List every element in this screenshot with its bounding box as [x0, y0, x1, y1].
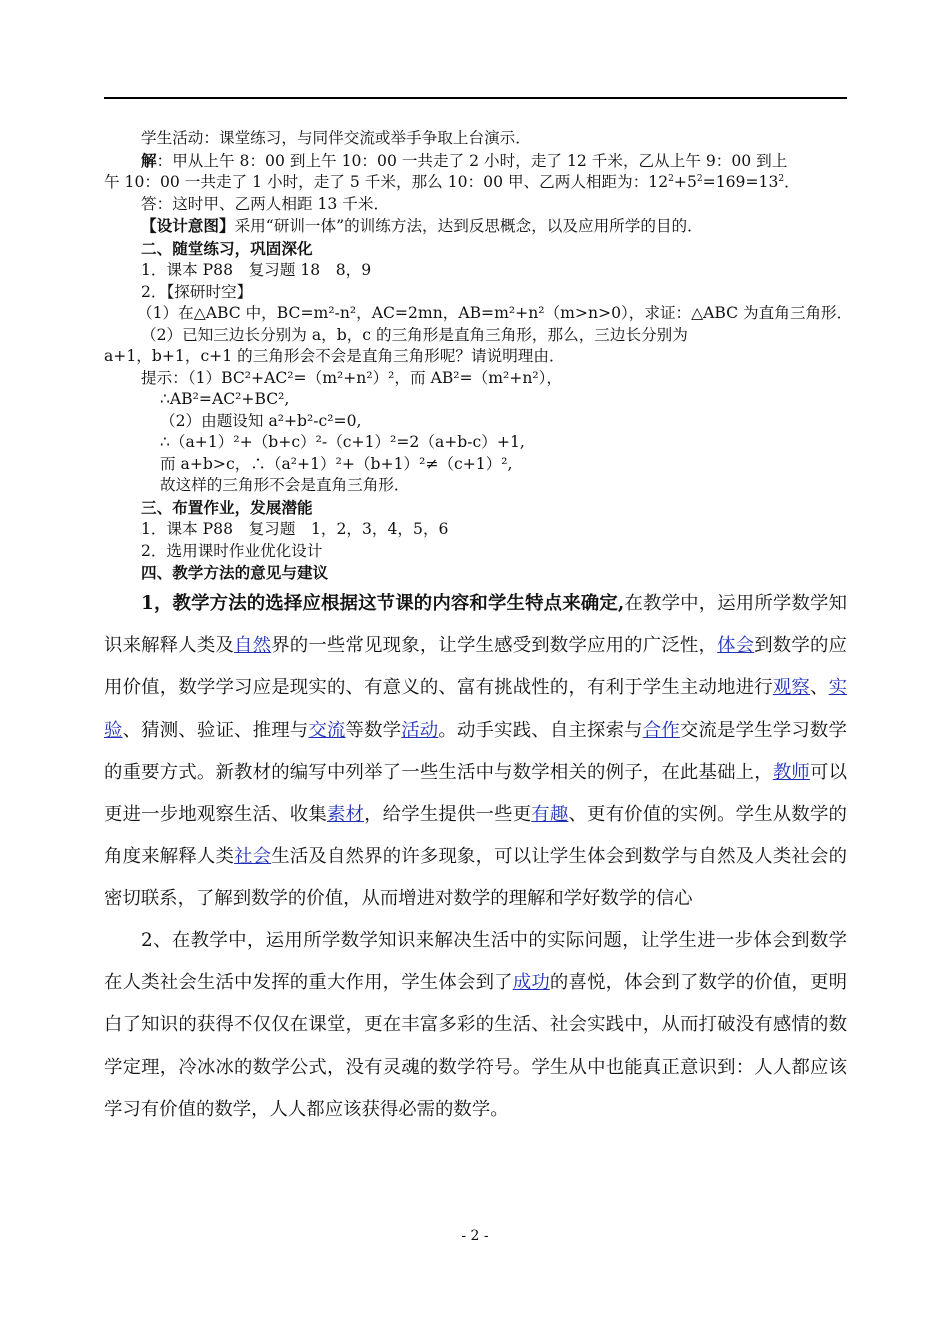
link-observe[interactable]: 观察: [772, 677, 810, 699]
question-1: （1）在△ABC 中，BC=m²-n²，AC=2mn，AB=m²+n²（m>n>0），求证：△ABC 为直角三角形．: [137, 304, 853, 322]
method-paragraph-2: 2、在教学中，运用所学数学知识来解决生活中的实际问题，让学生进一步体会到数学在人类社会生活中发挥的重大作用，学生体会到了成功的喜悦，体会到了数学的价值，更明白了知识的获得不仅仅在课堂，更在丰富多彩的生活、社会实践中，从而打破没有感情的数学定理，冷冰冰的数学公式，没有灵魂的数学符号。学生从中也能真正意识到：人人都应该学习有价值的数学，人人都应该获得必需的数学。: [104, 930, 847, 1120]
section-4-heading: 四、教学方法的意见与建议: [141, 563, 329, 582]
page-number: - 2 -: [461, 1228, 489, 1244]
exercise-item-2: 2．【探研时空】: [141, 282, 253, 301]
section-3-heading: 三、布置作业，发展潜能: [141, 497, 313, 517]
hint-line-3: （2）由题设知 a²+b²-c²=0,: [160, 411, 362, 430]
link-exchange[interactable]: 交流: [308, 719, 346, 741]
link-experiment[interactable]: 实验: [104, 677, 847, 741]
hint-line-4: ∴（a+1）²+（b+c）²-（c+1）²=2（a+b-c）+1,: [160, 433, 525, 451]
solution-line-2: 午 10：00 一共走了 1 小时，走了 5 千米，那么 10：00 甲、乙两人相距为：$12^2+5^2=169=13^2$．: [104, 173, 800, 191]
solution-line-1: 解：甲从上午 8：00 到上午 10：00 一共走了 2 小时，走了 12 千米，乙从上午 9：00 到上: [141, 150, 788, 170]
hint-line-2: ∴AB²=AC²+BC²,: [160, 390, 290, 408]
header-rule: [104, 97, 847, 99]
link-society[interactable]: 社会: [234, 846, 272, 868]
lesson-body: [104, 128, 853, 585]
method-point-1-title: 1，教学方法的选择应根据这节课的内容和学生特点来确定,: [141, 593, 625, 614]
link-interest[interactable]: 有趣: [531, 804, 569, 826]
homework-item-2: 2．选用课时作业优化设计: [141, 541, 323, 560]
link-teacher[interactable]: 教师: [772, 761, 810, 783]
student-activity: 学生活动：课堂练习，与同伴交流或举手争取上台演示．: [141, 129, 531, 147]
exercise-item-1: 1．课本 P88 复习题 18 8，9: [141, 261, 372, 279]
link-experience[interactable]: 体会: [717, 635, 755, 657]
link-success[interactable]: 成功: [512, 972, 550, 994]
method-paragraph-1: 1，教学方法的选择应根据这节课的内容和学生特点来确定,在教学中，运用所学数学知识来解释人类及自然界的一些常见现象，让学生感受到数学应用的广泛性，体会到数学的应用价值，数学学习应是现实的、有意义的、富有挑战性的，有利于学生主动地进行观察、实验、猜测、验证、推理与交流等数学活动。动手实践、自主探索与合作交流是学生学习数学的重要方式。新教材的编写中列举了一些生活中与数学相关的例子，在此基础上，教师可以更进一步地观察生活、收集素材，给学生提供一些更有趣、更有价值的实例。学生从数学的角度来解释人类社会生活及自然界的许多现象，可以让学生体会到数学与自然及人类社会的密切联系，了解到数学的价值，从而增进对数学的理解和学好数学的信心: [104, 593, 847, 910]
homework-item-1: 1．课本 P88 复习题 1，2，3，4，5，6: [141, 520, 449, 538]
hint-line-5: 而 a+b>c，∴（a²+1）²+（b+1）²≠（c+1）²,: [160, 454, 513, 473]
answer: 答：这时甲、乙两人相距 13 千米．: [141, 194, 390, 213]
question-2-line-2: a+1，b+1，c+1 的三角形会不会是直角三角形呢？请说明理由．: [104, 347, 565, 365]
link-activity[interactable]: 活动: [401, 719, 439, 741]
question-2-line-1: （2）已知三边长分别为 a，b，c 的三角形是直角三角形，那么，三边长分别为: [141, 325, 688, 344]
hint-line-6: 故这样的三角形不会是直角三角形．: [160, 476, 410, 494]
design-intent: 【设计意图】采用“研训一体”的训练方法，达到反思概念，以及应用所学的目的．: [141, 216, 703, 235]
link-cooperate[interactable]: 合作: [642, 719, 680, 741]
link-nature[interactable]: 自然: [234, 635, 272, 657]
hint-line-1: 提示：（1）BC²+AC²=（m²+n²）²，而 AB²=（m²+n²），: [141, 368, 562, 387]
section-2-heading: 二、随堂练习，巩固深化: [141, 238, 313, 258]
link-material[interactable]: 素材: [326, 804, 365, 826]
